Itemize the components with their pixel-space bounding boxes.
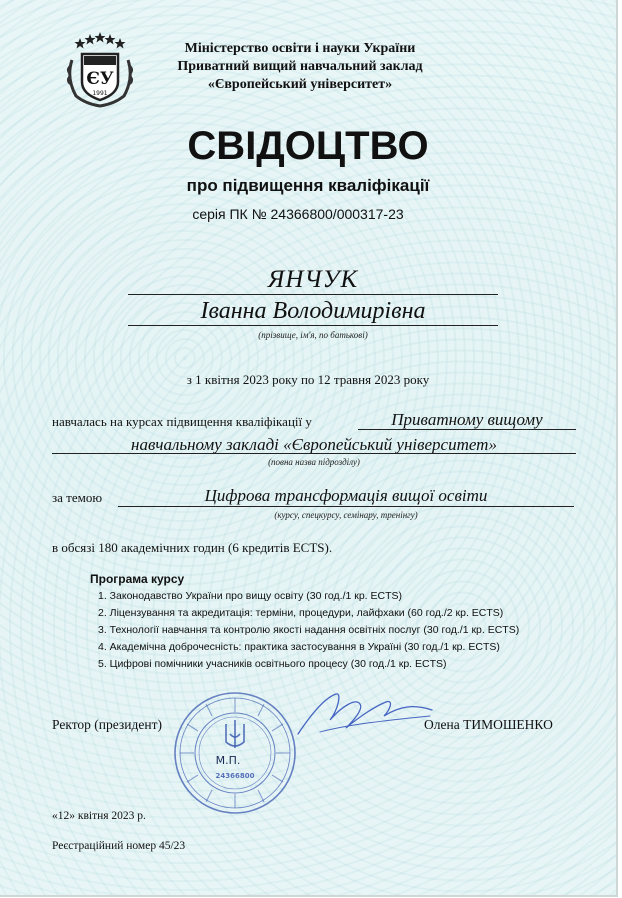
ministry-name: Міністерство освіти і науки України [184,41,416,56]
registration-number: Реєстраційний номер 45/23 [52,840,186,852]
trident-icon [226,720,244,748]
official-seal [172,690,298,816]
program-item: 4. Академічна доброчесність: практика застосування в Україні (30 год./1 кр. ECTS) [98,641,500,653]
document-title: СВІДОЦТВО [187,124,429,168]
institution-name-line2: навчальному закладі «Європейський університет» [131,435,497,454]
topic-caption: (курсу, спецкурсу, семінару, тренінгу) [274,510,418,520]
rector-label: Ректор (президент) [52,717,162,732]
institution-caption: (повна назва підрозділу) [268,457,360,467]
name-caption: (прізвище, ім'я, по батькові) [258,330,368,340]
logo-year: 1991 [92,90,108,97]
program-item: 3. Технології навчання та контролю якості надання освітніх послуг (30 год./1 кр. ECTS) [98,624,520,636]
institution-type: Приватний вищий навчальний заклад [177,59,423,74]
issue-date: «12» квітня 2023 р. [52,810,146,822]
course-topic: Цифрова трансформація вищої освіти [204,486,488,505]
surname-underline [128,294,498,295]
institution-name-line1: Приватному вищому [391,410,543,429]
given-names-underline [128,325,498,326]
certificate-series: серія ПК № 24366800/000317-23 [192,206,404,222]
university-name: «Європейський університет» [207,77,393,92]
document-subtitle: про підвищення кваліфікації [186,176,430,195]
program-list [98,588,519,673]
course-volume: в обсязі 180 академічних годин (6 кредитів ECTS). [52,540,333,555]
program-item: 1. Законодавство України про вищу освіту (30 год./1 кр. ECTS) [98,590,403,602]
stamp-mark: М.П. [215,754,241,767]
study-period: з 1 квітня 2023 року по 12 травня 2023 року [186,372,430,387]
topic-label: за темою [52,490,103,505]
program-item: 5. Цифрові помічники учасників освітнього процесу (30 год./1 кр. ECTS) [98,658,447,670]
holder-surname: ЯНЧУК [267,266,359,293]
rector-signature [290,676,440,746]
rector-name: Олена ТИМОШЕНКО [424,717,553,732]
program-title: Програма курсу [90,572,185,586]
institution-underline-1 [358,429,576,430]
university-logo [62,30,138,108]
stamp-code: 24366800 [215,772,255,780]
institution-underline-2 [52,453,576,454]
holder-given-names: Іванна Володимирівна [200,298,426,324]
issuer-header [150,40,450,94]
institution-prefix: навчалась на курсах підвищення кваліфікації у [52,414,312,429]
program-item: 2. Ліцензування та акредитація: терміни, процедури, лайфхаки (60 год./2 кр. ECTS) [98,607,504,619]
topic-underline [118,506,574,507]
logo-letters: ЄУ [86,69,114,89]
